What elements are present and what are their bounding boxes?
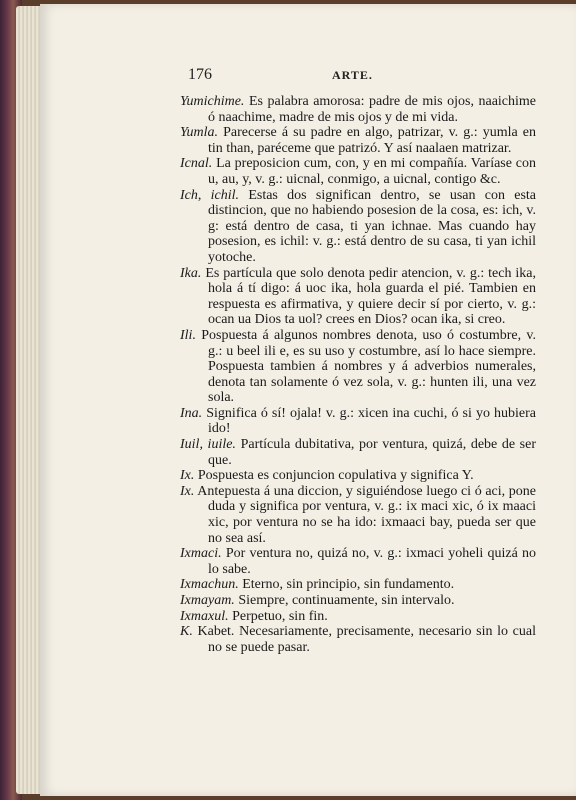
entry (180, 484, 536, 546)
entry (180, 156, 536, 187)
entry (180, 125, 536, 156)
definition: Pospuesta á algunos nombres denota, uso ó costumbre, v. g.: u beel ili e, es su uso y costumbre, así lo hace siempre. Pospuesta tambien á nombres y á adverbios numerales, denota tan solamente ó vez sola, v. g.: hunten ili, una vez sola. (201, 327, 536, 406)
entry (180, 577, 536, 593)
definition: Pospuesta es conjuncion copulativa y significa Y. (197, 468, 474, 484)
page-header (180, 66, 540, 88)
definition: Partícula dubitativa, por ventura, quizá, debe de ser que. (208, 437, 537, 468)
entry (180, 94, 536, 125)
headword: Icnal. (180, 156, 213, 172)
definition: Significa ó sí! ojala! v. g.: xicen ina cuchi, ó si yo hubiera ido! (206, 405, 537, 437)
headword: Ix. (180, 483, 195, 499)
entry (180, 593, 536, 609)
entry (180, 188, 536, 266)
definition: Antepuesta á una diccion, y siguiéndose luego ci ó aci, pone duda y significa por ventura, v. g.: ix maci xic, ó ix maaci xic, por ventura no se ha ido: ixmaaci bay, pueda ser que no sea así. (197, 483, 536, 546)
page-number: 176 (188, 66, 212, 83)
headword: Ixmayam. (180, 593, 235, 608)
entry (180, 266, 536, 328)
entry (180, 406, 536, 437)
definition: Siempre, continuamente, sin intervalo. (238, 593, 455, 608)
headword: Ixmaci. (180, 546, 222, 562)
headword: Ika. (180, 265, 202, 281)
definition: Es partícula que solo denota pedir atencion, v. g.: tech ika, hola á tí digo: á uoc ika, hola guarda el pié. Tambien en respuesta es afirmativa, y quiere decir sí por cierto, v. g.: ocan ua Dios ta uol? crees en Dios? ocan ika, si creo. (205, 265, 537, 328)
definition: Perpetuo, sin fin. (232, 608, 328, 624)
headword: Iuil, iuile. (180, 437, 236, 453)
definition: Parecerse á su padre en algo, patrizar, v. g.: yumla en tin than, paréceme que patrizó. Y así naalaen matrizar. (208, 125, 537, 156)
headword: Ixmaxul. (180, 608, 229, 624)
running-head: ARTE. (332, 68, 373, 82)
headword: Yumla. (180, 125, 219, 141)
definition: Por ventura no, quizá no, v. g.: ixmaci yoheli quizá no lo sabe. (208, 546, 537, 577)
entry (180, 468, 536, 484)
headword: Yumichime. (180, 94, 245, 109)
headword: Ix. (180, 468, 195, 484)
definition: La preposicion cum, con, y en mi compañía. Varíase con u, au, y, v. g.: uicnal, conmigo, a uicnal, contigo &c. (208, 156, 536, 187)
entry (180, 328, 536, 406)
headword: Ili. (180, 327, 196, 343)
entry (180, 609, 536, 625)
entry (180, 546, 536, 577)
definition: Estas dos significan dentro, se usan con esta distincion, que no habiendo posesion de la cosa, es: ich, v. g: está dentro de casa, ti yan ichnae. Mas cuando hay posesion, es ichil: v. g.: está dentro de su casa, ti yan ichil yotoche. (208, 187, 537, 265)
definition: Eterno, sin principio, sin fundamento. (242, 577, 455, 593)
entry (180, 624, 536, 655)
definition: Es palabra amorosa: padre de mis ojos, naaichime ó naachime, madre de mis ojos y de mi vida. (208, 94, 537, 125)
headword: K. (180, 624, 193, 640)
headword: Ich, ichil. (180, 187, 240, 203)
entry (180, 437, 536, 468)
definition: Kabet. Necesariamente, precisamente, necesario sin lo cual no se puede pasar. (197, 624, 536, 655)
headword: Ixmachun. (180, 577, 239, 593)
headword: Ina. (180, 405, 203, 421)
dictionary-content (180, 94, 536, 655)
